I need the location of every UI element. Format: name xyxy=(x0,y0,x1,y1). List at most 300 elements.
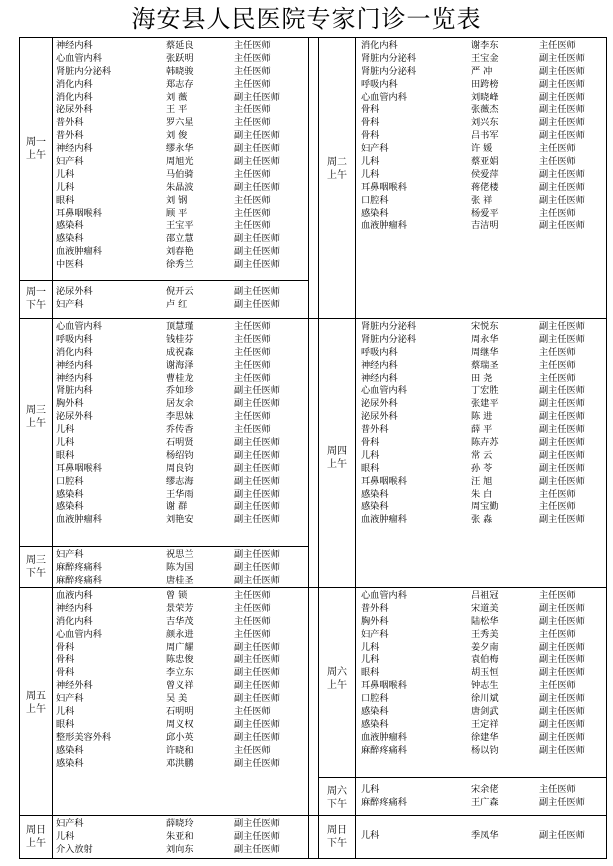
table-row xyxy=(361,784,606,797)
table-row xyxy=(56,117,306,130)
doctor-title-cell: 副主任医师 xyxy=(234,561,280,573)
doctor-name-cell: 周广耀 xyxy=(166,641,194,653)
doctor-name-cell: 杨爱平 xyxy=(471,207,499,219)
department-cell: 呼吸内科 xyxy=(361,346,398,358)
department-cell: 口腔科 xyxy=(361,194,389,206)
department-cell: 泌尿外科 xyxy=(361,398,398,410)
table-row xyxy=(361,590,606,603)
table-row xyxy=(56,463,306,476)
department-cell: 感染科 xyxy=(56,220,84,232)
table-row xyxy=(56,246,306,259)
table-row xyxy=(361,92,606,105)
doctor-name-cell: 李立东 xyxy=(166,667,194,679)
department-cell: 血液肿瘤科 xyxy=(361,220,407,232)
doctor-title-cell: 副主任医师 xyxy=(234,286,280,297)
table-row xyxy=(361,373,606,386)
doctor-title-cell: 副主任医师 xyxy=(234,156,280,168)
table-row xyxy=(361,66,606,79)
department-cell: 泌尿外科 xyxy=(56,104,93,116)
doctor-title-cell: 主任医师 xyxy=(539,488,576,500)
doctor-name-cell: 谢 群 xyxy=(166,501,188,513)
table-row xyxy=(361,169,606,182)
table-row xyxy=(361,208,606,221)
table-row xyxy=(361,117,606,130)
doctor-title-cell: 主任医师 xyxy=(234,424,271,436)
doctor-title-cell: 副主任医师 xyxy=(539,462,585,474)
department-cell: 肾脏内科 xyxy=(56,385,93,397)
doctor-title-cell: 副主任医师 xyxy=(234,233,280,245)
doctor-title-cell: 副主任医师 xyxy=(234,449,280,461)
table-row xyxy=(56,259,306,272)
doctor-name-cell: 吉洁明 xyxy=(471,220,499,232)
table-row xyxy=(56,385,306,398)
department-cell: 血液肿瘤科 xyxy=(361,731,407,743)
department-cell: 心血管内科 xyxy=(361,385,407,397)
table-row xyxy=(56,758,306,771)
doctor-title-cell: 副主任医师 xyxy=(234,718,280,730)
department-cell: 感染科 xyxy=(56,488,84,500)
department-cell: 麻醉疼痛科 xyxy=(361,744,407,756)
doctor-title-cell: 主任医师 xyxy=(539,143,576,155)
doctor-title-cell: 主任医师 xyxy=(234,706,271,718)
table-row xyxy=(56,334,306,347)
doctor-title-cell: 主任医师 xyxy=(234,104,271,116)
doctor-name-cell: 朱晶波 xyxy=(166,181,194,193)
department-cell: 耳鼻咽喉科 xyxy=(361,475,407,487)
doctor-title-cell: 副主任医师 xyxy=(234,830,280,842)
doctor-name-cell: 王定祥 xyxy=(471,718,499,730)
table-row xyxy=(361,719,606,732)
department-cell: 血液肿瘤科 xyxy=(56,246,102,258)
department-cell: 骨科 xyxy=(56,667,75,679)
table-row xyxy=(56,489,306,502)
doctor-title-cell: 副主任医师 xyxy=(234,181,280,193)
doctor-title-cell: 副主任医师 xyxy=(539,718,585,730)
department-cell: 心血管内科 xyxy=(361,91,407,103)
table-row xyxy=(56,719,306,732)
department-cell: 眼科 xyxy=(56,449,75,461)
table-row xyxy=(56,360,306,373)
doctor-title-cell: 主任医师 xyxy=(234,333,271,345)
doctor-title-cell: 副主任医师 xyxy=(539,796,585,808)
table-row xyxy=(56,562,306,575)
table-row xyxy=(361,53,606,66)
doctor-name-cell: 刘 钢 xyxy=(166,194,188,206)
doctor-title-cell: 主任医师 xyxy=(234,78,271,90)
table-row xyxy=(56,40,306,53)
doctor-name-cell: 钱桂芬 xyxy=(166,333,194,345)
department-cell: 骨科 xyxy=(361,130,380,142)
schedule-wed-am xyxy=(56,321,306,527)
doctor-name-cell: 邱小英 xyxy=(166,731,194,743)
table-row xyxy=(56,156,306,169)
table-row xyxy=(361,745,606,758)
doctor-title-cell: 副主任医师 xyxy=(539,398,585,410)
department-cell: 耳鼻咽喉科 xyxy=(56,462,102,474)
doctor-title-cell: 副主任医师 xyxy=(539,514,585,526)
table-row xyxy=(361,182,606,195)
doctor-name-cell: 丁宏胜 xyxy=(471,385,499,397)
department-cell: 感染科 xyxy=(56,233,84,245)
department-cell: 儿科 xyxy=(361,784,380,795)
table-row xyxy=(56,437,306,450)
table-row xyxy=(56,424,306,437)
department-cell: 消化内科 xyxy=(56,346,93,358)
table-row xyxy=(361,360,606,373)
table-row xyxy=(361,411,606,424)
doctor-title-cell: 主任医师 xyxy=(234,744,271,756)
table-row xyxy=(56,501,306,514)
doctor-name-cell: 成祝森 xyxy=(166,346,194,358)
doctor-title-cell: 主任医师 xyxy=(234,346,271,358)
doctor-title-cell: 副主任医师 xyxy=(234,514,280,526)
doctor-name-cell: 吕书军 xyxy=(471,130,499,142)
doctor-title-cell: 副主任医师 xyxy=(234,475,280,487)
day-label-sat-am: 周六上午 xyxy=(327,667,347,691)
doctor-title-cell: 主任医师 xyxy=(234,359,271,371)
doctor-name-cell: 邓洪鹏 xyxy=(166,757,194,769)
department-cell: 眼科 xyxy=(361,667,380,679)
doctor-title-cell: 副主任医师 xyxy=(539,411,585,423)
table-row xyxy=(361,732,606,745)
doctor-name-cell: 周永华 xyxy=(471,333,499,345)
doctor-name-cell: 郑志存 xyxy=(166,78,194,90)
department-cell: 儿科 xyxy=(56,706,75,718)
doctor-title-cell: 副主任医师 xyxy=(234,398,280,410)
doctor-name-cell: 周宝勤 xyxy=(471,501,499,513)
doctor-name-cell: 陈卉苏 xyxy=(471,437,499,449)
day-label-tue-am: 周二上午 xyxy=(327,157,347,181)
department-cell: 胸外科 xyxy=(361,615,389,627)
doctor-name-cell: 刘晓峰 xyxy=(471,91,499,103)
table-row xyxy=(361,321,606,334)
department-cell: 感染科 xyxy=(361,718,389,730)
doctor-title-cell: 主任医师 xyxy=(539,40,576,51)
table-row xyxy=(56,143,306,156)
table-row xyxy=(361,693,606,706)
doctor-title-cell: 副主任医师 xyxy=(539,321,585,332)
schedule-sun-left xyxy=(56,818,306,857)
department-cell: 神经内科 xyxy=(56,602,93,614)
doctor-title-cell: 主任医师 xyxy=(539,590,576,601)
department-cell: 血液肿瘤科 xyxy=(56,514,102,526)
doctor-name-cell: 乔如珍 xyxy=(166,385,194,397)
table-row xyxy=(361,220,606,233)
department-cell: 儿科 xyxy=(361,168,380,180)
doctor-name-cell: 钟志生 xyxy=(471,680,499,692)
doctor-name-cell: 薛 平 xyxy=(471,424,493,436)
department-cell: 麻醉疼痛科 xyxy=(361,796,407,808)
doctor-name-cell: 倪开云 xyxy=(166,286,194,297)
doctor-title-cell: 副主任医师 xyxy=(539,744,585,756)
department-cell: 普外科 xyxy=(361,424,389,436)
department-cell: 心血管内科 xyxy=(56,321,102,332)
doctor-name-cell: 王宝金 xyxy=(471,52,499,64)
doctor-name-cell: 刘艳安 xyxy=(166,514,194,526)
table-row xyxy=(56,411,306,424)
doctor-title-cell: 主任医师 xyxy=(234,372,271,384)
doctor-name-cell: 缪永华 xyxy=(166,143,194,155)
table-row xyxy=(361,797,606,810)
doctor-name-cell: 徐建华 xyxy=(471,731,499,743)
doctor-title-cell: 主任医师 xyxy=(234,321,271,332)
doctor-title-cell: 副主任医师 xyxy=(234,143,280,155)
doctor-name-cell: 张 祥 xyxy=(471,194,493,206)
department-cell: 胸外科 xyxy=(56,398,84,410)
table-row xyxy=(56,514,306,527)
doctor-name-cell: 周旭光 xyxy=(166,156,194,168)
doctor-name-cell: 侯爱萍 xyxy=(471,168,499,180)
doctor-title-cell: 副主任医师 xyxy=(539,130,585,142)
doctor-name-cell: 刘 俊 xyxy=(166,130,188,142)
doctor-title-cell: 主任医师 xyxy=(234,615,271,627)
doctor-name-cell: 邵立慧 xyxy=(166,233,194,245)
table-row xyxy=(361,130,606,143)
doctor-name-cell: 朱亚和 xyxy=(166,830,194,842)
doctor-title-cell: 副主任医师 xyxy=(234,680,280,692)
department-cell: 耳鼻咽喉科 xyxy=(361,680,407,692)
doctor-name-cell: 杨以钧 xyxy=(471,744,499,756)
doctor-name-cell: 陈 进 xyxy=(471,411,493,423)
doctor-name-cell: 周义权 xyxy=(166,718,194,730)
doctor-name-cell: 景荣芳 xyxy=(166,602,194,614)
table-row xyxy=(361,514,606,527)
doctor-name-cell: 刘向东 xyxy=(166,843,194,855)
department-cell: 眼科 xyxy=(361,462,380,474)
table-row xyxy=(56,169,306,182)
table-row xyxy=(56,53,306,66)
department-cell: 感染科 xyxy=(56,757,84,769)
doctor-name-cell: 朱 白 xyxy=(471,488,493,500)
doctor-title-cell: 副主任医师 xyxy=(234,641,280,653)
doctor-name-cell: 蔡亚娟 xyxy=(471,156,499,168)
doctor-name-cell: 周继华 xyxy=(471,346,499,358)
department-cell: 儿科 xyxy=(56,437,75,449)
doctor-name-cell: 顾 平 xyxy=(166,207,188,219)
table-row xyxy=(56,831,306,844)
table-row xyxy=(361,40,606,53)
doctor-title-cell: 副主任医师 xyxy=(539,78,585,90)
doctor-name-cell: 宋道美 xyxy=(471,602,499,614)
department-cell: 泌尿外科 xyxy=(361,411,398,423)
doctor-title-cell: 副主任医师 xyxy=(539,385,585,397)
department-cell: 神经外科 xyxy=(56,680,93,692)
doctor-name-cell: 徐秀兰 xyxy=(166,259,194,271)
doctor-title-cell: 主任医师 xyxy=(539,680,576,692)
doctor-name-cell: 宋悦东 xyxy=(471,321,499,332)
doctor-name-cell: 刘兴东 xyxy=(471,117,499,129)
doctor-title-cell: 副主任医师 xyxy=(234,693,280,705)
doctor-title-cell: 副主任医师 xyxy=(539,830,585,841)
doctor-name-cell: 曹桂龙 xyxy=(166,372,194,384)
department-cell: 呼吸内科 xyxy=(361,78,398,90)
doctor-title-cell: 主任医师 xyxy=(234,40,271,51)
doctor-name-cell: 王秀美 xyxy=(471,628,499,640)
doctor-name-cell: 田跨榜 xyxy=(471,78,499,90)
doctor-title-cell: 副主任医师 xyxy=(234,574,280,586)
doctor-title-cell: 主任医师 xyxy=(234,590,271,601)
table-row xyxy=(361,489,606,502)
department-cell: 骨科 xyxy=(361,117,380,129)
department-cell: 眼科 xyxy=(56,194,75,206)
table-row xyxy=(361,654,606,667)
doctor-name-cell: 王华雨 xyxy=(166,488,194,500)
table-row xyxy=(56,195,306,208)
table-row xyxy=(56,667,306,680)
department-cell: 介入放射 xyxy=(56,843,93,855)
doctor-title-cell: 主任医师 xyxy=(539,372,576,384)
doctor-name-cell: 王宝平 xyxy=(166,220,194,232)
doctor-title-cell: 主任医师 xyxy=(234,411,271,423)
department-cell: 儿科 xyxy=(56,181,75,193)
department-cell: 儿科 xyxy=(361,156,380,168)
doctor-name-cell: 居友余 xyxy=(166,398,194,410)
department-cell: 骨科 xyxy=(56,654,75,666)
doctor-title-cell: 副主任医师 xyxy=(234,757,280,769)
doctor-name-cell: 马伯骑 xyxy=(166,168,194,180)
department-cell: 儿科 xyxy=(56,424,75,436)
doctor-name-cell: 蒋佬楼 xyxy=(471,181,499,193)
department-cell: 神经内科 xyxy=(56,143,93,155)
table-row xyxy=(56,233,306,246)
department-cell: 妇产科 xyxy=(361,628,389,640)
doctor-title-cell: 主任医师 xyxy=(234,194,271,206)
doctor-title-cell: 副主任医师 xyxy=(539,104,585,116)
doctor-name-cell: 曾 锁 xyxy=(166,590,188,601)
department-cell: 儿科 xyxy=(361,654,380,666)
doctor-title-cell: 副主任医师 xyxy=(539,194,585,206)
doctor-name-cell: 蔡延良 xyxy=(166,40,194,51)
department-cell: 消化内科 xyxy=(361,40,398,51)
doctor-name-cell: 许 媛 xyxy=(471,143,493,155)
department-cell: 儿科 xyxy=(361,830,380,841)
table-row xyxy=(361,385,606,398)
schedule-fri-am xyxy=(56,590,306,770)
doctor-name-cell: 石明贤 xyxy=(166,437,194,449)
table-row xyxy=(56,616,306,629)
doctor-name-cell: 杨绍钧 xyxy=(166,449,194,461)
department-cell: 骨科 xyxy=(361,437,380,449)
table-row xyxy=(56,642,306,655)
table-row xyxy=(56,450,306,463)
doctor-name-cell: 宋余佬 xyxy=(471,784,499,795)
table-row xyxy=(361,450,606,463)
table-row xyxy=(56,347,306,360)
table-row xyxy=(361,347,606,360)
doctor-title-cell: 副主任医师 xyxy=(539,168,585,180)
doctor-name-cell: 罗六星 xyxy=(166,117,194,129)
department-cell: 心血管内科 xyxy=(361,590,407,601)
department-cell: 肾脏内分泌科 xyxy=(56,65,112,77)
schedule-thu-am xyxy=(361,321,606,527)
department-cell: 妇产科 xyxy=(56,298,84,310)
department-cell: 儿科 xyxy=(56,830,75,842)
department-cell: 普外科 xyxy=(361,602,389,614)
doctor-title-cell: 副主任医师 xyxy=(539,220,585,232)
table-row xyxy=(361,143,606,156)
table-row xyxy=(56,575,306,588)
table-row xyxy=(56,104,306,117)
doctor-name-cell: 陈为国 xyxy=(166,561,194,573)
doctor-title-cell: 主任医师 xyxy=(539,207,576,219)
doctor-title-cell: 副主任医师 xyxy=(539,602,585,614)
department-cell: 感染科 xyxy=(56,501,84,513)
department-cell: 肾脏内分泌科 xyxy=(361,321,417,332)
table-row xyxy=(361,195,606,208)
department-cell: 消化内科 xyxy=(56,91,93,103)
department-cell: 肾脏内分泌科 xyxy=(361,65,417,77)
doctor-name-cell: 袁伯梅 xyxy=(471,654,499,666)
schedule-tue-am xyxy=(361,40,606,233)
table-row xyxy=(56,590,306,603)
table-row xyxy=(56,745,306,758)
doctor-title-cell: 副主任医师 xyxy=(539,91,585,103)
doctor-name-cell: 吴 美 xyxy=(166,693,188,705)
doctor-name-cell: 常 云 xyxy=(471,449,493,461)
doctor-title-cell: 主任医师 xyxy=(234,65,271,77)
department-cell: 神经内科 xyxy=(56,359,93,371)
doctor-name-cell: 王广森 xyxy=(471,796,499,808)
doctor-title-cell: 副主任医师 xyxy=(234,462,280,474)
doctor-name-cell: 谢海泽 xyxy=(166,359,194,371)
table-row xyxy=(361,437,606,450)
table-row xyxy=(56,476,306,489)
doctor-name-cell: 姜夕南 xyxy=(471,641,499,653)
doctor-title-cell: 主任医师 xyxy=(539,156,576,168)
table-row xyxy=(56,130,306,143)
table-row xyxy=(361,463,606,476)
doctor-name-cell: 石明明 xyxy=(166,706,194,718)
doctor-title-cell: 副主任医师 xyxy=(539,693,585,705)
doctor-name-cell: 张建平 xyxy=(471,398,499,410)
department-cell: 神经内科 xyxy=(56,40,93,51)
table-row xyxy=(361,79,606,92)
doctor-title-cell: 副主任医师 xyxy=(539,654,585,666)
table-row xyxy=(361,680,606,693)
schedule-wed-pm xyxy=(56,549,306,588)
doctor-name-cell: 颜永进 xyxy=(166,628,194,640)
doctor-name-cell: 刘 薇 xyxy=(166,91,188,103)
table-row xyxy=(361,667,606,680)
department-cell: 神经内科 xyxy=(361,359,398,371)
table-row xyxy=(56,844,306,857)
department-cell: 泌尿外科 xyxy=(56,286,93,297)
doctor-name-cell: 薛晓玲 xyxy=(166,818,194,829)
department-cell: 肾脏内分泌科 xyxy=(361,52,417,64)
doctor-name-cell: 严 冲 xyxy=(471,65,493,77)
department-cell: 感染科 xyxy=(361,501,389,513)
doctor-name-cell: 徐川斌 xyxy=(471,693,499,705)
table-row xyxy=(361,616,606,629)
doctor-name-cell: 王 平 xyxy=(166,104,188,116)
doctor-name-cell: 祝思兰 xyxy=(166,549,194,560)
doctor-name-cell: 韩晓骏 xyxy=(166,65,194,77)
doctor-name-cell: 张 淼 xyxy=(471,514,493,526)
table-row xyxy=(56,299,306,312)
department-cell: 整形美容外科 xyxy=(56,731,112,743)
doctor-title-cell: 副主任医师 xyxy=(539,181,585,193)
doctor-title-cell: 副主任医师 xyxy=(539,615,585,627)
table-row xyxy=(56,706,306,719)
table-row xyxy=(56,321,306,334)
department-cell: 中医科 xyxy=(56,259,84,271)
day-label-sun-left: 周日上午 xyxy=(26,825,46,849)
department-cell: 血液内科 xyxy=(56,590,93,601)
department-cell: 妇产科 xyxy=(56,156,84,168)
department-cell: 妇产科 xyxy=(56,818,84,829)
department-cell: 肾脏内分泌科 xyxy=(361,333,417,345)
table-row xyxy=(56,79,306,92)
